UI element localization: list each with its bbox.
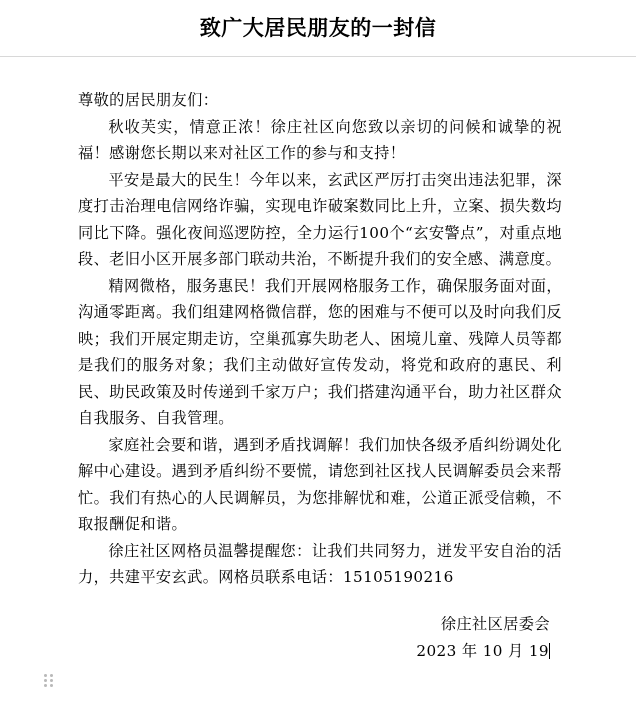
signature-block xyxy=(78,611,562,665)
paragraph-5: 徐庄社区网格员温馨提醒您：让我们共同努力，迸发平安自治的活力，共建平安玄武。网格员联系电话：15105190216 xyxy=(78,541,562,586)
title-divider xyxy=(0,56,636,57)
document-body xyxy=(0,87,636,665)
dot xyxy=(44,674,47,677)
paragraph-2: 平安是最大的民生！今年以来，玄武区严厉打击突出违法犯罪，深度打击治理电信网络诈骗，实现电诈破案数同比上升，立案、损失数均同比下降。强化夜间巡逻防控，全力运行100个“玄安警点”，对重点地段、老旧小区开展多部门联动共治，不断提升我们的安全感、满意度。 xyxy=(78,170,562,268)
salutation: 尊敬的居民朋友们： xyxy=(78,91,219,109)
paragraph-1: 秋收芙实，情意正浓！徐庄社区向您致以亲切的问候和诚挚的祝福！感谢您长期以来对社区工作的参与和支持！ xyxy=(78,117,562,162)
document-page xyxy=(0,12,636,704)
signature-date: 2023 年 10 月 19 xyxy=(416,641,549,660)
dot xyxy=(44,684,47,687)
paragraph-3: 精网微格，服务惠民！我们开展网格服务工作，确保服务面对面，沟通零距离。我们组建网格微信群，您的困难与不便可以及时向我们反映；我们开展定期走访，空巢孤寡失助老人、困境儿童、残障人员等都是我们的服务对象；我们主动做好宣传发动，将党和政府的惠民、利民、助民政策及时传递到千家万户；我们搭建沟通平台，助力社区群众自我服务、自我管理。 xyxy=(78,276,562,427)
dot xyxy=(50,674,53,677)
dot xyxy=(50,679,53,682)
text-cursor xyxy=(549,643,550,659)
paragraph-4: 家庭社会要和谐，遇到矛盾找调解！我们加快各级矛盾纠纷调处化解中心建设。遇到矛盾纠纷不要慌，请您到社区找人民调解委员会来帮忙。我们有热心的人民调解员，为您排解忧和难，公道正派受信赖，不取报酬促和谐。 xyxy=(78,435,562,533)
drag-handle-icon[interactable] xyxy=(44,674,54,690)
page-title: 致广大居民朋友的一封信 xyxy=(199,15,437,40)
dot xyxy=(50,684,53,687)
signature-date-line xyxy=(78,638,550,665)
dot xyxy=(44,679,47,682)
signature-organization: 徐庄社区居委会 xyxy=(440,614,550,633)
